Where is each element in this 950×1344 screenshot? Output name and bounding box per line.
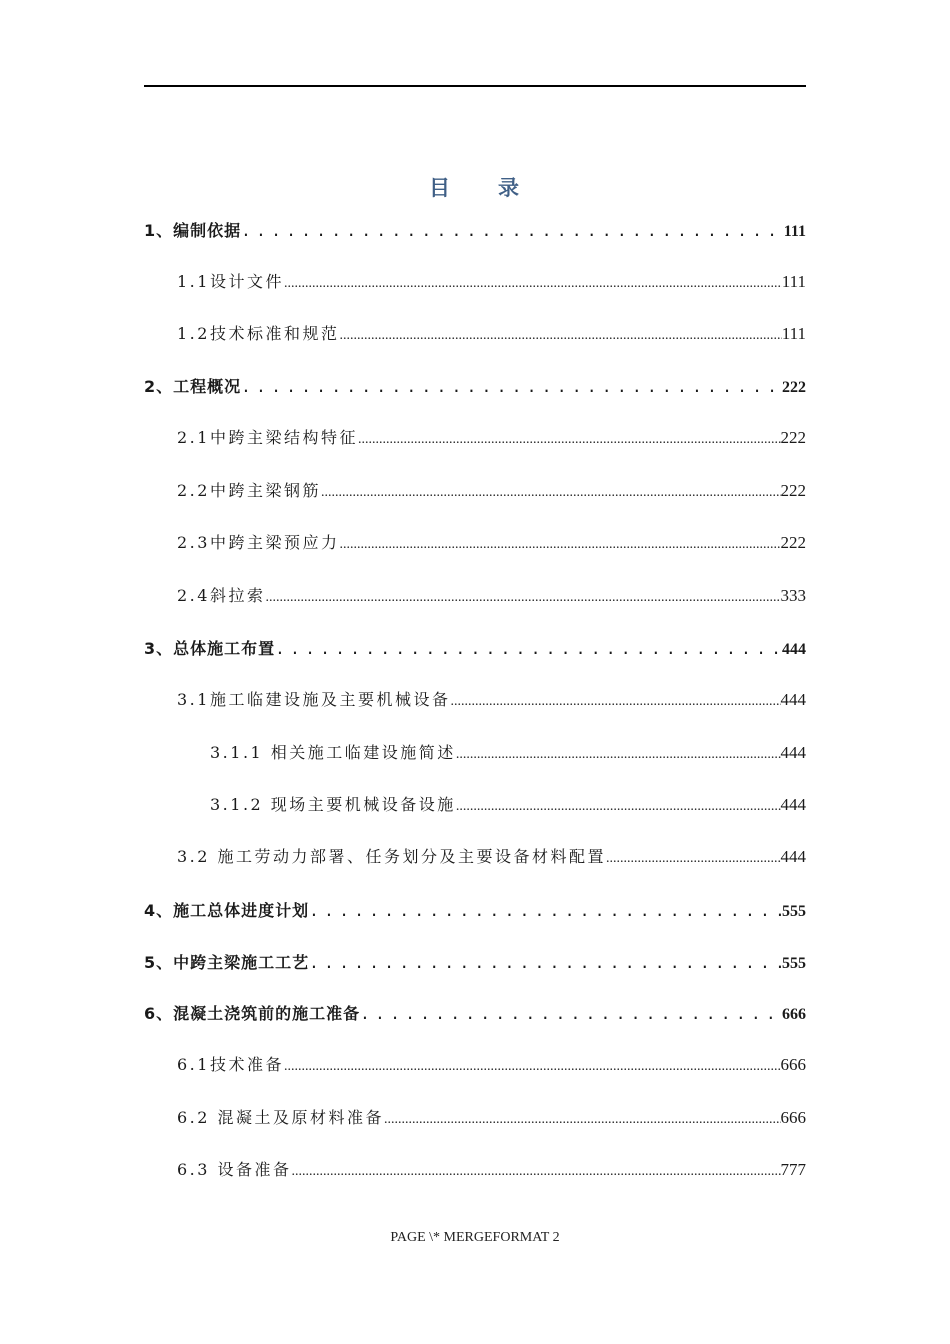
toc-entry[interactable] (177, 687, 806, 713)
toc-entry-leader (358, 425, 781, 453)
toc-entry-page: 777 (780, 1160, 806, 1179)
toc-entry[interactable] (177, 1052, 806, 1078)
toc-entry[interactable] (177, 478, 806, 504)
toc-entry[interactable] (177, 844, 806, 870)
header-rule (144, 85, 806, 87)
toc-entry-leader (309, 950, 782, 976)
toc-entry[interactable] (177, 1157, 806, 1183)
toc-entry-page: 111 (783, 223, 806, 240)
toc-entry-leader (241, 374, 782, 400)
toc-entry[interactable] (144, 218, 806, 244)
toc-entry-label: 1.1设计文件 (177, 272, 284, 291)
toc-entry-leader (292, 1157, 781, 1185)
toc-entry-leader (284, 269, 782, 297)
toc-entry-leader (339, 530, 780, 558)
toc-entry[interactable] (177, 583, 806, 609)
toc-entry-label: 3.1.1 相关施工临建设施简述 (210, 743, 456, 762)
toc-entry-label: 2.1中跨主梁结构特征 (177, 428, 358, 447)
toc-entry-label: 1、编制依据 (144, 221, 242, 240)
toc-entry-leader (265, 583, 780, 611)
toc-entry[interactable] (144, 374, 806, 400)
toc-entry-label: 4、施工总体进度计划 (144, 901, 310, 920)
toc-entry-leader (309, 898, 782, 924)
toc-entry-page: 555 (782, 903, 806, 920)
toc-entry-label: 1.2技术标准和规范 (177, 324, 340, 343)
toc-entry[interactable] (144, 1001, 806, 1027)
toc-entry-page: 555 (782, 955, 806, 972)
toc-entry-page: 666 (780, 1108, 806, 1127)
toc-entry-label: 6.3 设备准备 (177, 1160, 292, 1179)
toc-entry-leader (450, 687, 780, 715)
toc-entry-label: 3.1施工临建设施及主要机械设备 (177, 690, 451, 709)
toc-entry-page: 111 (781, 324, 806, 343)
toc-entry-leader (456, 740, 781, 768)
toc-entry[interactable] (144, 898, 806, 924)
toc-entry-label: 2.4斜拉索 (177, 586, 266, 605)
toc-entry-page: 444 (780, 795, 806, 814)
toc-entry-page: 222 (780, 428, 806, 447)
toc-entry-leader (241, 218, 784, 244)
toc-entry-label: 3、总体施工布置 (144, 639, 276, 658)
toc-entry-label: 2、工程概况 (144, 377, 242, 396)
toc-title-right: 录 (498, 176, 521, 200)
toc-entry[interactable] (177, 425, 806, 451)
toc-entry[interactable] (177, 321, 806, 347)
toc-entry[interactable] (144, 950, 806, 976)
toc-entry-page: 444 (780, 847, 806, 866)
toc-entry-label: 5、中跨主梁施工工艺 (144, 953, 310, 972)
toc-entry[interactable] (177, 1105, 806, 1131)
toc-entry-label: 3.2 施工劳动力部署、任务划分及主要设备材料配置 (177, 847, 607, 866)
toc-title-left: 目 (429, 176, 452, 200)
toc-entry-page: 666 (782, 1006, 806, 1023)
toc-entry-page: 222 (780, 533, 806, 552)
toc-entry-leader (284, 1052, 781, 1080)
toc-entry-leader (275, 636, 782, 662)
toc-title (0, 172, 950, 202)
toc-entry-label: 3.1.2 现场主要机械设备设施 (210, 795, 456, 814)
toc-entry-leader (456, 792, 781, 820)
toc-entry-leader (606, 844, 780, 872)
toc-entry-page: 444 (780, 743, 806, 762)
toc-entry-label: 2.2中跨主梁钢筋 (177, 481, 321, 500)
toc-entry-page: 222 (780, 481, 806, 500)
toc-entry-page: 111 (781, 272, 806, 291)
toc-entry[interactable] (177, 269, 806, 295)
toc-entry-page: 444 (780, 690, 806, 709)
toc-entry-page: 444 (782, 641, 806, 658)
toc-entry-page: 666 (780, 1055, 806, 1074)
toc-entry-leader (360, 1001, 782, 1027)
toc-entry[interactable] (144, 636, 806, 662)
toc-entry[interactable] (177, 530, 806, 556)
page-footer: PAGE \* MERGEFORMAT 2 (390, 1230, 560, 1245)
toc-entry-leader (384, 1105, 780, 1133)
toc-entry-label: 6.1技术准备 (177, 1055, 284, 1074)
toc-entry[interactable] (210, 740, 806, 766)
toc-entry-label: 6、混凝土浇筑前的施工准备 (144, 1004, 361, 1023)
toc-entry[interactable] (210, 792, 806, 818)
toc-entry-page: 333 (780, 586, 806, 605)
toc-entry-leader (339, 321, 781, 349)
toc-entry-leader (321, 478, 781, 506)
toc-entry-page: 222 (782, 379, 806, 396)
toc-entry-label: 2.3中跨主梁预应力 (177, 533, 340, 552)
toc-entry-label: 6.2 混凝土及原材料准备 (177, 1108, 385, 1127)
